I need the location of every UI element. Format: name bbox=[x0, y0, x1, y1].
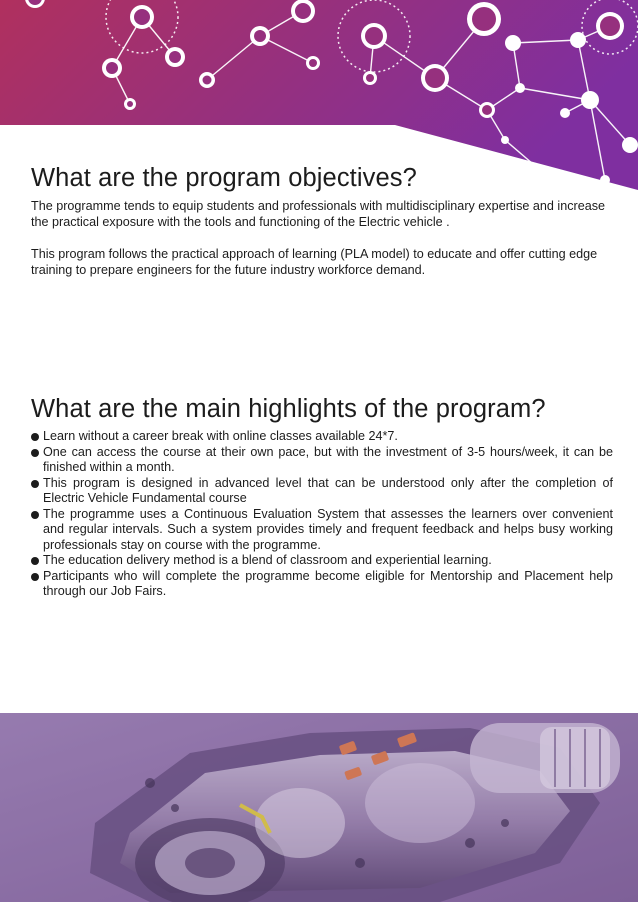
bullet-dot-icon bbox=[31, 449, 39, 457]
highlight-item bbox=[31, 476, 613, 507]
highlight-text: One can access the course at their own pace, but with the investment of 3-5 hours/week, it can be finished within a month. bbox=[43, 444, 613, 474]
objectives-paragraph-1: The programme tends to equip students and professionals with multidisciplinary expertise and increase the practical exposure with the tools and functioning of the Electric vehicle . bbox=[31, 199, 606, 229]
highlight-text: This program is designed in advanced level that can be understood only after the completion of Electric Vehicle Fundamental course bbox=[43, 475, 613, 505]
objectives-heading: What are the program objectives? bbox=[31, 164, 417, 192]
highlights-section bbox=[31, 394, 613, 600]
highlights-list bbox=[31, 429, 613, 600]
engine-image-panel bbox=[0, 713, 638, 902]
bullet-dot-icon bbox=[31, 480, 39, 488]
bullet-dot-icon bbox=[31, 433, 39, 441]
highlight-text: The education delivery method is a blend of classroom and experiential learning. bbox=[43, 553, 492, 567]
highlight-item bbox=[31, 553, 613, 569]
bullet-dot-icon bbox=[31, 511, 39, 519]
highlight-text: Participants who will complete the programme become eligible for Mentorship and Placement help through our Job Fairs. bbox=[43, 568, 613, 598]
objectives-section bbox=[31, 163, 613, 278]
ev-engine-illustration bbox=[0, 713, 638, 902]
highlights-heading: What are the main highlights of the program? bbox=[31, 395, 546, 423]
highlight-item bbox=[31, 507, 613, 554]
highlight-text: The programme uses a Continuous Evaluation System that assesses the learners over convenient and regular intervals. Such a system provides timely and frequent feedback and helps busy working professionals stay on course with the programme. bbox=[43, 506, 613, 552]
highlight-item bbox=[31, 445, 613, 476]
highlight-item bbox=[31, 429, 613, 445]
highlight-item bbox=[31, 569, 613, 600]
bullet-dot-icon bbox=[31, 557, 39, 565]
objectives-paragraph-2: This program follows the practical approach of learning (PLA model) to educate and offer cutting edge training to prepare engineers for the future industry workforce demand. bbox=[31, 247, 598, 277]
highlight-text: Learn without a career break with online classes available 24*7. bbox=[43, 429, 398, 443]
bullet-dot-icon bbox=[31, 573, 39, 581]
